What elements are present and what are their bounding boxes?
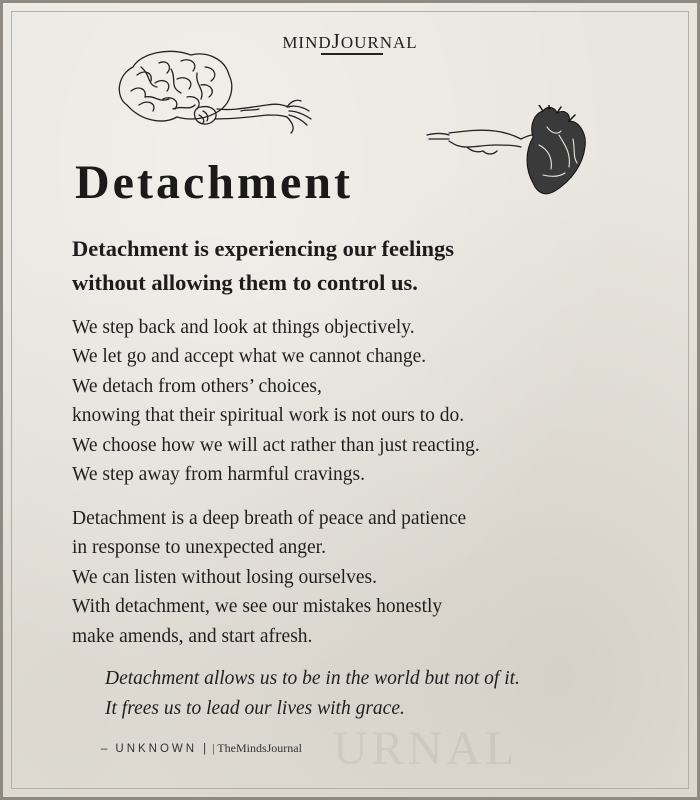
brand-suffix: OURNAL [340, 33, 418, 52]
attribution [101, 741, 302, 756]
brand-underline [321, 53, 383, 55]
author-name: UNKNOWN [115, 743, 198, 755]
subtitle-line: without allowing them to control us. [72, 270, 418, 295]
attribution-separator: | [203, 743, 207, 755]
quote-line: It frees us to lead our lives with grace. [105, 698, 405, 719]
text-line: Detachment is a deep breath of peace and patience [72, 508, 467, 529]
page-title: Detachment [75, 156, 353, 209]
subtitle-line: Detachment is experiencing our feelings [72, 236, 455, 261]
text-line: We step back and look at things objectively. [72, 317, 415, 338]
site-name: | TheMindsJournal [212, 741, 302, 755]
watermark: URNAL [333, 722, 519, 775]
heart-with-hand-icon [425, 105, 600, 200]
text-line: knowing that their spiritual work is not ours to do. [72, 405, 465, 427]
quote-line: Detachment allows us to be in the world but not of it. [105, 668, 520, 689]
text-line: We can listen without losing ourselves. [72, 566, 377, 588]
text-line: We let go and accept what we cannot change. [72, 346, 427, 368]
closing-quote [105, 664, 685, 724]
text-line: in response to unexpected anger. [72, 537, 326, 559]
brand-logo [3, 29, 697, 54]
paragraph-2 [72, 504, 672, 651]
attribution-dash: – [101, 743, 108, 755]
brand-initial: J [331, 29, 341, 53]
brand-prefix: MIND [282, 33, 332, 52]
text-line: We choose how we will act rather than just reacting. [72, 434, 480, 456]
text-line: We step away from harmful cravings. [72, 464, 365, 486]
text-line: With detachment, we see our mistakes honestly [72, 596, 443, 618]
paragraph-1 [72, 313, 672, 489]
text-line: make amends, and start afresh. [72, 625, 313, 647]
subtitle [72, 232, 632, 300]
brain-with-hand-icon [111, 45, 323, 140]
text-line: We detach from others’ choices, [72, 375, 322, 397]
